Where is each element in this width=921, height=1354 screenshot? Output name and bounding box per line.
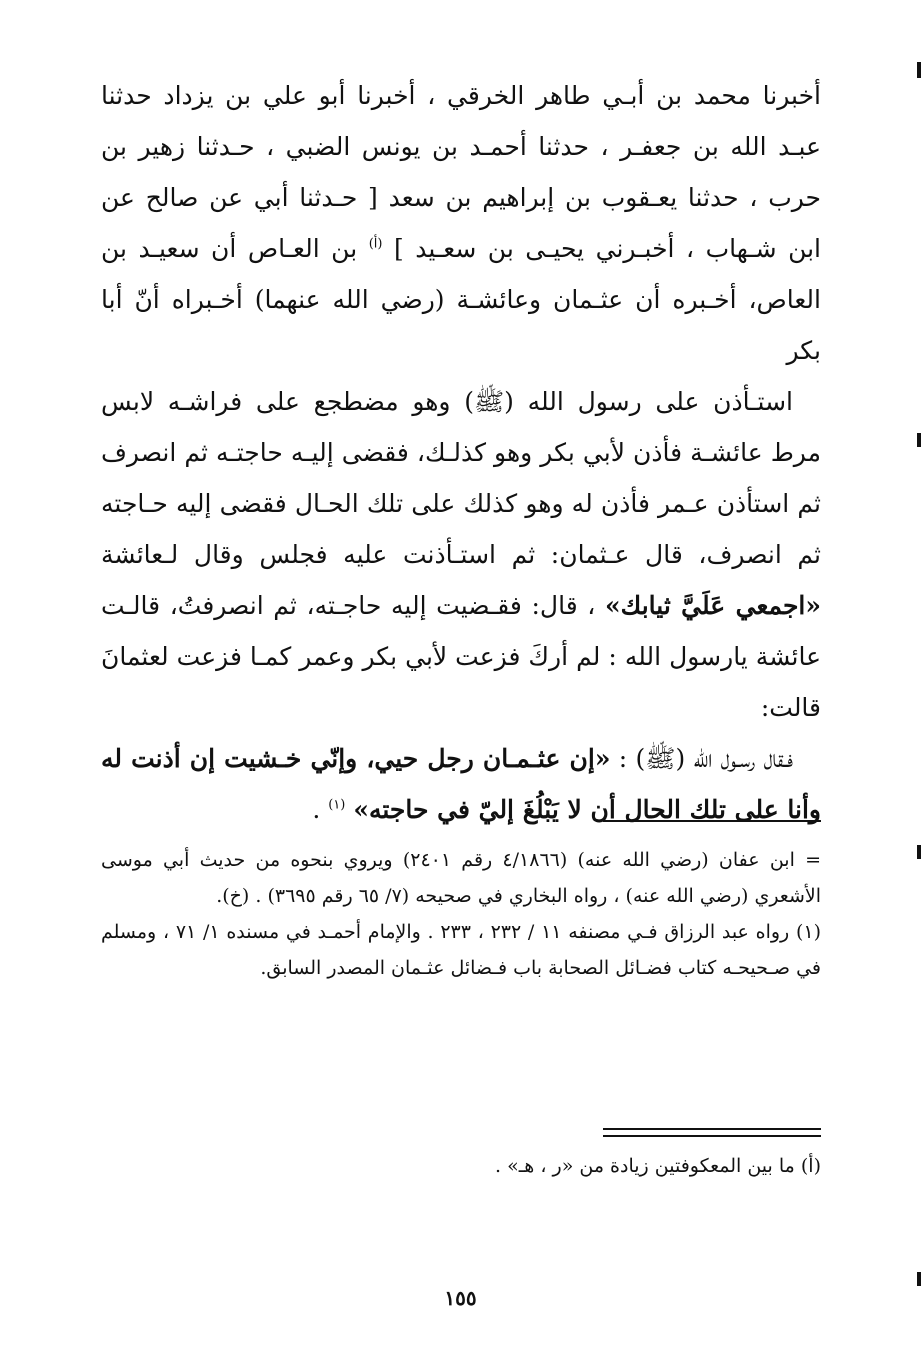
paragraph-hadith-narrative <box>101 376 821 733</box>
scan-edge-mark-lower <box>917 845 921 859</box>
footnote-1 <box>101 914 821 986</box>
scan-edge-mark-bottom <box>917 1272 921 1286</box>
footnote-1-text: رواه عبد الرزاق فـي مصنفه ١١ / ٢٣٢ ، ٢٣٣ . والإمام أحمـد في مسنده ١/ ٧١ ، ومسلم في صـحيحـه كتاب فضـائل الصحابة باب فـضائل عثـمان المصدر السابق. <box>101 921 821 979</box>
footnote-separator <box>603 820 821 822</box>
reply-end: . <box>312 795 321 824</box>
narrative-text: استـأذن على رسول الله (ﷺ) وهو مضطجع على فراشـه لابس مرط عائشـة فأذن لأبي بكر وهو كذلـك، فقضى إليـه حاجتـه ثم انصرف ثم استأذن عـمر فأذن له وهو كذلك على تلك الحـال فقضى إليه حـاجته ثم انصرف، قال عـثمان: ثم استـأذنت عليه فجلس وقال لـعائشة <box>101 387 821 569</box>
narrative-continuation: ، قال: فقـضيت إليه حاجـته، ثم انصرفتُ، قالـت عائشة يارسول الله : لم أركَ فزعت لأبي بكر وعمر كمـا فزعت لعثمانَ قالت: <box>101 591 821 722</box>
scan-edge-mark-middle <box>917 433 921 447</box>
page-number: ١٥٥ <box>444 1286 477 1310</box>
editor-note <box>101 1148 821 1184</box>
footnote-1-number: (١) <box>795 921 822 943</box>
editor-reference-marker: (أ) <box>368 236 383 252</box>
prophet-quote-bold: «إن عثـمـان رجل حيي، وإنّي خـشيت إن أذنت له وأنا على تلك الحال أن لا يَبْلُغَ إليّ في حاجته» <box>101 744 821 824</box>
editor-note-separator <box>603 1128 821 1137</box>
editor-note-label: (أ) <box>800 1155 821 1177</box>
isnad-continuation: بن العـاص أن سعيـد بن العاص، أخـبره أن عثـمان وعائشـة (رضي الله عنهما) أخـبراه أنّ أبا بكر <box>101 234 821 365</box>
footnote-reference-marker: (١) <box>328 797 346 813</box>
quoted-speech-bold: «اجمعي عَلَيَّ ثيابك» <box>605 591 821 620</box>
paragraph-isnad <box>101 70 821 376</box>
footnote-continuation: = ابن عفان (رضي الله عنه) (٤/١٨٦٦ رقم ٢٤٠١) ويروي بنحوه من حديث أبي موسى الأشعري (رضي الله عنه) ، رواه البخاري في صحيحه (٧/ ٦٥ رقم ٣٦٩٥) . (خ). <box>101 849 822 907</box>
isnad-text: أخبرنا محمد بن أبـي طاهر الخرقي ، أخبرنا أبو علي بن يزداد حدثنا عبـد الله بن جعفـر ، حدثنا أحمـد بن يونس الضبي ، حـدثنا زهير بن حرب ، حدثنا يعـقوب بن إبراهيم بن سعد [ حـدثنا أبي عن صالح عن ابن شـهاب ، أخبـرني يحيـى بن سعـيد ] <box>101 81 822 263</box>
reply-intro: فـقال رسـول الله (ﷺ) : <box>618 744 793 773</box>
editor-note-text: ما بين المعكوفتين زيادة من «ر ، هـ» . <box>495 1155 795 1177</box>
footnotes-block <box>101 842 821 986</box>
scan-edge-mark-top <box>917 62 921 78</box>
main-text-block <box>101 70 821 835</box>
